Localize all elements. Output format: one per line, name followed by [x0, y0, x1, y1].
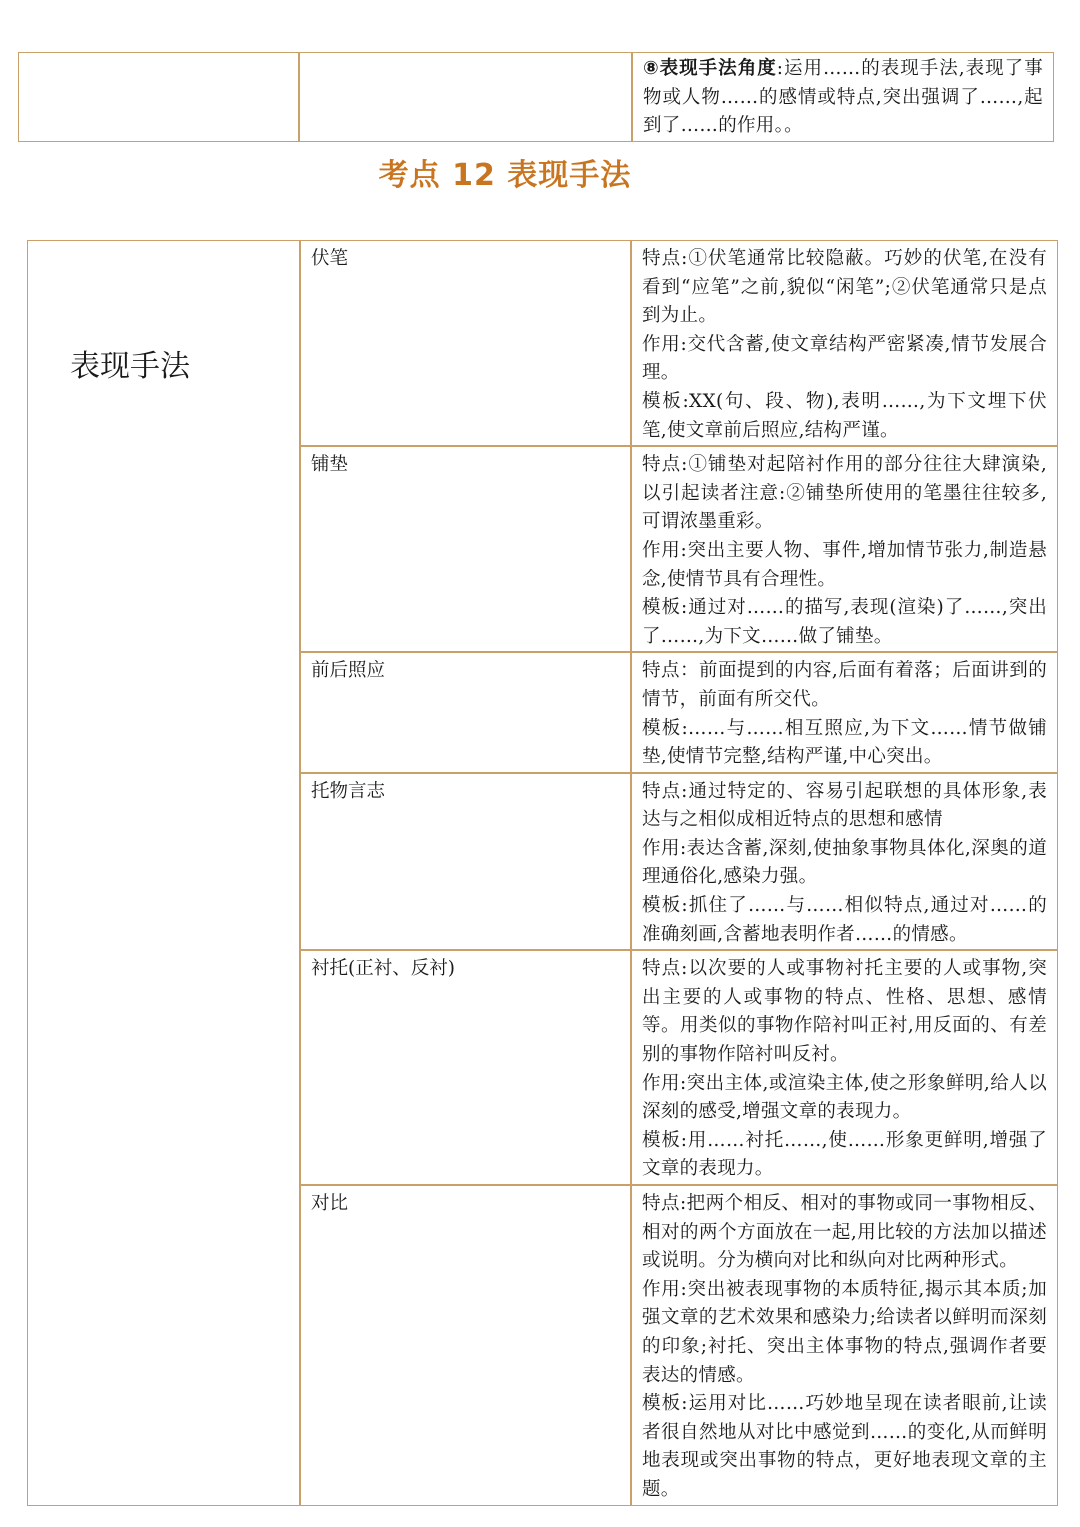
- template-paragraph: 模板:……与……相互照应,为下文……情节做铺垫,使情节完整,结构严谨,中心突出。: [642, 717, 1047, 768]
- feature-paragraph: 特点:通过特定的、容易引起联想的具体形象,表达与之相似成相近特点的思想和感情: [642, 780, 1047, 831]
- technique-name: 对比: [300, 1185, 631, 1506]
- technique-name: 托物言志: [300, 773, 631, 951]
- effect-paragraph: 作用:交代含蓄,使文章结构严密紧凑,情节发展合理。: [642, 333, 1047, 384]
- category-cell: [27, 240, 300, 1506]
- section-title: 考点 12 表现手法: [378, 158, 632, 193]
- feature-paragraph: 特点：前面提到的内容,后面有着落；后面讲到的情节，前面有所交代。: [642, 660, 1047, 710]
- technique-description: [631, 1185, 1058, 1506]
- effect-paragraph: 作用:表达含蓄,深刻,使抽象事物具体化,深奥的道理通俗化,感染力强。: [642, 837, 1047, 888]
- feature-paragraph: 特点:①伏笔通常比较隐蔽。巧妙的伏笔,在没有看到“应笔”之前,貌似“闲笔”;②伏笔通常只是点到为止。: [642, 248, 1047, 327]
- technique-description: [631, 652, 1058, 772]
- template-paragraph: 模板:抓住了……与……相似特点,通过对……的准确刻画,含蓄地表明作者……的情感。: [642, 895, 1047, 945]
- empty-cell: [299, 52, 632, 142]
- technique-name: 铺垫: [300, 446, 631, 652]
- effect-paragraph: 作用:突出主要人物、事件,增加情节张力,制造悬念,使情节具有合理性。: [642, 539, 1047, 590]
- empty-cell: [18, 52, 299, 142]
- answer-angle-text: :运用……的表现手法,表现了事物或人物……的感情或特点,突出强调了……,起到了……的作用。。: [643, 58, 1043, 137]
- table-row: [18, 52, 1054, 142]
- table-row: [27, 240, 1058, 446]
- technique-description: [631, 773, 1058, 951]
- template-paragraph: 模板:通过对……的描写,表现(渲染)了……,突出了……,为下文……做了铺垫。: [642, 597, 1047, 647]
- effect-paragraph: 作用:突出被表现事物的本质特征,揭示其本质;加强文章的艺术效果和感染力;给读者以鲜明而深刻的印象;衬托、突出主体事物的特点,强调作者要表达的情感。: [642, 1278, 1047, 1386]
- top-table: [18, 52, 1054, 142]
- feature-paragraph: 特点:①铺垫对起陪衬作用的部分往往大肆演染,以引起读者注意:②铺垫所使用的笔墨往往较多,可谓浓墨重彩。: [642, 454, 1047, 533]
- feature-paragraph: 特点:把两个相反、相对的事物或同一事物相反、相对的两个方面放在一起,用比较的方法加以描述或说明。分为横向对比和纵向对比两种形式。: [642, 1193, 1047, 1272]
- technique-description: [631, 950, 1058, 1185]
- feature-paragraph: 特点:以次要的人或事物衬托主要的人或事物,突出主要的人或事物的特点、性格、思想、感情等。用类似的事物作陪衬叫正衬,用反面的、有差别的事物作陪衬叫反衬。: [642, 958, 1047, 1066]
- techniques-table: [27, 240, 1058, 1506]
- answer-angle-heading: ⑧表现手法角度: [643, 58, 777, 79]
- effect-paragraph: 作用:突出主体,或渲染主体,使之形象鲜明,给人以深刻的感受,增强文章的表现力。: [642, 1072, 1047, 1123]
- technique-name: 前后照应: [300, 652, 631, 772]
- template-paragraph: 模板:XX(句、段、物),表明……,为下文埋下伏笔,使文章前后照应,结构严谨。: [642, 390, 1047, 441]
- technique-name: 衬托(正衬、反衬): [300, 950, 631, 1185]
- category-label: 表现手法: [70, 348, 190, 384]
- technique-name: 伏笔: [300, 240, 631, 446]
- description-cell: [632, 52, 1054, 142]
- template-paragraph: 模板:用……衬托……,使……形象更鲜明,增强了文章的表现力。: [642, 1129, 1047, 1180]
- template-paragraph: 模板:运用对比……巧妙地呈现在读者眼前,让读者很自然地从对比中感觉到……的变化,从而鲜明地表现或突出事物的特点，更好地表现文章的主题。: [642, 1393, 1047, 1500]
- technique-description: [631, 446, 1058, 652]
- technique-description: [631, 240, 1058, 446]
